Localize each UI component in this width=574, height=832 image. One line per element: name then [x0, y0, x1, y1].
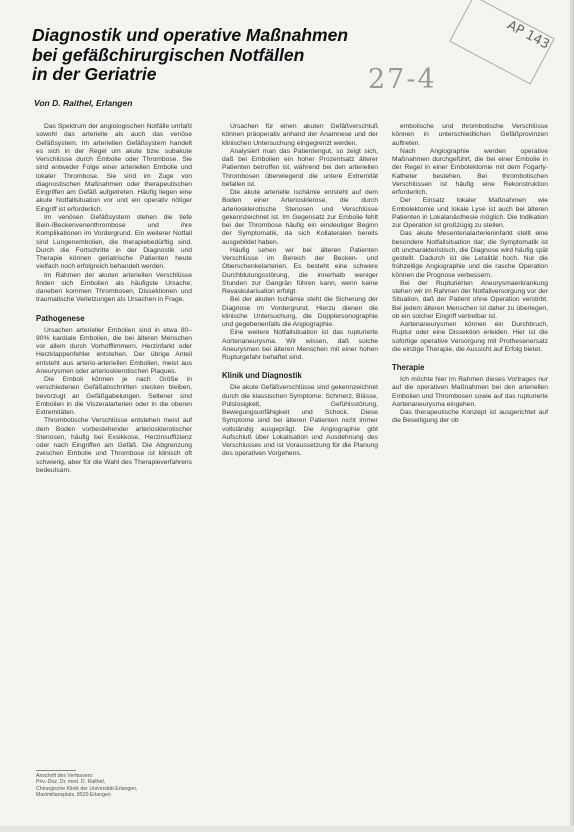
paragraph: Ursachen für einen akuten Gefäßverschluß können präoperativ anhand der Anamnese und der klinischen Untersuchung eingegrenzt werden.: [222, 123, 378, 147]
scan-edge-bottom: [0, 826, 574, 832]
paragraph: Thrombotische Verschlüsse entstehen meist auf dem Boden vorbestehender arteriosklerotischer Stenosen, häufig bei Exsikkose, Herzinsuffizienz oder nach Eingriffen am Gefäß. Die Abgrenzung zwischen Embolie und Thrombose ist klinisch oft schwierig, aber für die Wahl des Therapieverfahrens bedeutsam.: [36, 417, 192, 474]
footnote-line: Anschrift des Verfassers:: [36, 773, 94, 779]
scan-edge-right: [570, 0, 574, 832]
paragraph: Im venösen Gefäßsystem stehen die tiefe Bein-/Beckenvenenthrombose und ihre Komplikationen im Vordergrund. Ein weiterer Notfall sind Lungenembolien, die therapiebedürftig sind. Durch die Fortschritte in der Diagnostik und Therapie können geriatrische Patienten heute vielfach noch erfolgreich behandelt werden.: [36, 213, 192, 271]
paragraph: Bei der akuten Ischämie steht die Sicherung der Diagnose im Vordergrund. Hierzu dienen die klinische Untersuchung, die Dopplersonographie und gegebenenfalls die Angiographie.: [222, 296, 378, 328]
paragraph: Im Rahmen der akuten arteriellen Verschlüsse finden sich Embolien als häufigste Ursache; daneben kommen Thrombosen, Dissektionen und traumatische Verletzungen als Ursachen in Frage.: [36, 271, 192, 304]
section-heading-klinik: Klinik und Diagnostik: [222, 371, 302, 381]
text-column-3: [392, 123, 548, 813]
footnote-divider: [36, 770, 76, 771]
paragraph: Analysiert man das Patientengut, so zeigt sich, daß bei Embolien ein hoher Prozentsatz älterer Patienten betroffen ist, während bei den arteriellen Thrombosen überwiegend die untere Extremität befallen ist.: [222, 147, 378, 188]
handwritten-note: 27-4: [368, 64, 437, 95]
paragraph: Nach Angiographie werden operative Maßnahmen durchgeführt, die bei einer Embolie in der Regel in einer Embolektomie mit dem Fogarty-Katheter bestehen. Bei thrombotischen Verschlüssen ist häufig eine Rekonstruktion erforderlich.: [392, 147, 548, 196]
title-line-2: bei gefäßchirurgischen Notfällen: [32, 44, 305, 65]
author-line: Von D. Raithel, Erlangen: [34, 98, 133, 108]
paragraph: Das akute Mesenterialarterieninfarkt stellt eine besondere Notfallsituation dar; die Symptomatik ist oft uncharakteristisch, die Diagnose wird häufig spät gestellt. Dadurch ist die Letalität hoch. Nur die frühzeitige Angiographie und die rasche Operation können die Prognose verbessern.: [392, 230, 548, 279]
paragraph: Die akute arterielle Ischämie entsteht auf dem Boden einer Arteriosklerose, die durch arteriosklerotische Stenosen und Verschlüsse gekennzeichnet ist. Im Gegensatz zur Embolie fehlt bei der Thrombose häufig ein eindeutiger Beginn der Symptomatik, da sich Kollateralen bereits ausgebildet haben.: [222, 189, 378, 246]
text-column-1: [36, 123, 192, 723]
title-line-3: in der Geriatrie: [32, 64, 157, 84]
section-heading-pathogenese: Pathogenese: [36, 313, 85, 323]
section-heading-therapie: Therapie: [392, 363, 425, 372]
paragraph: Eine weitere Notfallsituation ist das rupturierte Aortenaneurysma. Wir wissen, daß solche Aneurysmen bei älteren Menschen mit einer hohen Rupturgefahr behaftet sind.: [222, 329, 378, 361]
footnote-line: Maximiliansplatz, 8520 Erlangen: [36, 791, 111, 798]
paragraph: embolische und thrombotische Verschlüsse können in unterschiedlichen Gefäßprovinzen auftreten.: [392, 123, 548, 147]
footnote-line: Priv.-Doz. Dr. med. D. Raithel,: [36, 779, 106, 786]
stamp-code: AP 143: [504, 17, 552, 53]
paragraph: Ursachen arterieller Embolien sind in etwa 80–90% kardiale Embolien, die bei älteren Menschen vor allem durch Vorhofflimmern, Herzinfarkt oder Herzklappenfehler entstehen. Der übrige Anteil entsteht aus arterio-arteriellen Embolien, meist aus Aneurysmen oder arteriosklerotischen Plaques.: [36, 326, 192, 375]
paragraph: Häufig sehen wir bei älteren Patienten Verschlüsse im Bereich der Becken- und Oberschenkelarterien. Es besteht eine schwere Durchblutungsstörung, die innerhalb weniger Stunden zur Gangrän führen kann, wenn keine Revaskularisation erfolgt.: [222, 246, 378, 295]
paragraph: Aortenaneurysmen können ein Durchbruch, Ruptur oder eine Dissektion erleiden. Hier ist die sofortige operative Versorgung mit Prothesenersatz die einzige Therapie, die Aussicht auf Erfolg bietet.: [392, 321, 548, 353]
paragraph: Das Spektrum der angiologischen Notfälle umfaßt sowohl das arterielle als auch das venöse Gefäßsystem. Im arteriellen Gefäßsystem handelt es sich in der Regel um akute bzw. subakute Verschlüsse durch Embolie oder Thrombose. Sie sind entweder Folge einer arteriellen Embolie und lokaler Thrombose. Sie sind im Zuge von diagnostischen Maßnahmen oder therapeutischen Eingriffen am Gefäß aufgetreten. Häufig liegen eine akute Notfallsituation vor und ein operativ nötiger Eingriff ist erforderlich.: [36, 123, 192, 213]
paragraph: Der Einsatz lokaler Maßnahmen wie Embolektomie und lokale Lyse ist auch bei älteren Patienten in Lokalanästhesie möglich. Die Indikation zur Operation ist großzügig zu stellen.: [392, 197, 548, 229]
footnote-line: Chirurgische Klinik der Universität Erlangen,: [36, 785, 138, 792]
archive-stamp: [449, 0, 555, 85]
author-address-footnote: [36, 773, 196, 798]
title-line-1: Diagnostik und operative Maßnahmen: [32, 25, 349, 45]
article-title: [32, 26, 392, 85]
paragraph: Bei der Rupturierten Aneurysmaerkrankung stehen wir im Rahmen der Notfallversorgung vor der Situation, daß der Patient ohne Operation verstirbt. Bei jedem älteren Menschen ist daher zu überlegen, ob ein solcher Eingriff vertretbar ist.: [392, 279, 548, 320]
paragraph: Ich möchte hier im Rahmen dieses Vortrages nur auf die operativen Maßnahmen bei den arteriellen Embolien und Thrombosen sowie auf das rupturierte Aortenaneurysma eingehen.: [392, 376, 548, 408]
text-column-2: [222, 123, 378, 643]
paragraph: Das therapeutische Konzept ist ausgerichtet auf die Beseitigung der ob: [392, 409, 548, 425]
paragraph: Die Emboli können je nach Größe in verschiedenen Gefäßabschnitten stecken bleiben, bevorzugt an Gefäßgabelungen. Seltener sind Embolien in die Viszeralarterien oder in die oberen Extremitäten.: [36, 376, 192, 416]
paragraph: Die akute Gefäßverschlüsse sind gekennzeichnet durch die klassischen Symptome: Schmerz, Blässe, Pulslosigkeit, Gefühlsstörung, Bewegungsunfähigkeit und Schock. Diese Symptome sind bei älteren Patienten nicht immer vollständig ausgeprägt. Die Angiographie gibt Aufschluß über Lokalisation und Ausdehnung des Verschlusses und ist Voraussetzung für die Planung des operativen Vorgehens.: [222, 384, 378, 458]
